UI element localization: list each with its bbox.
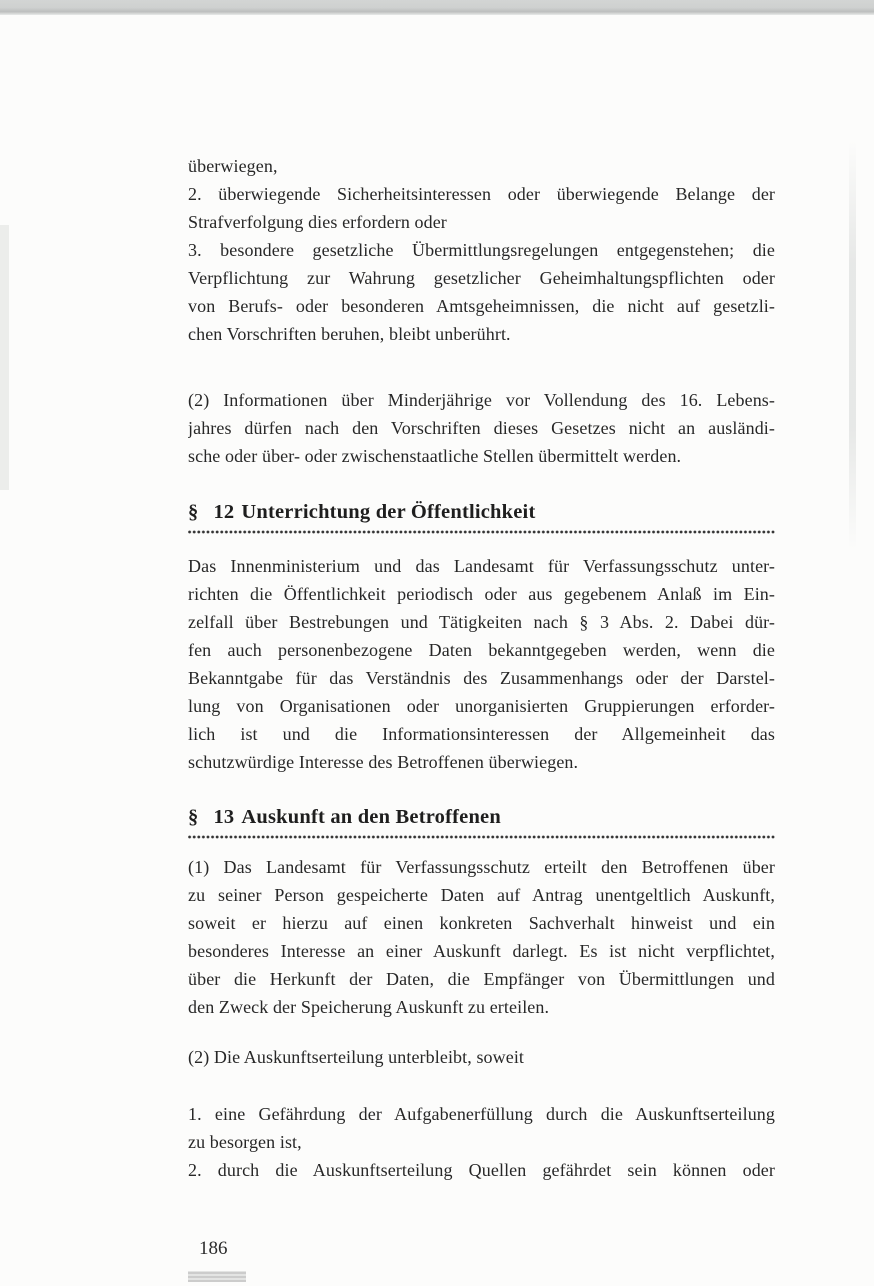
section-heading xyxy=(188,497,775,534)
scanner-edge-strip xyxy=(0,0,874,15)
section-number: 13 xyxy=(213,806,235,828)
text-line: Das Innenministerium und das Landesamt für Verfassungsschutz unter- xyxy=(188,556,775,576)
text-line: überwiegen, xyxy=(188,156,278,176)
scan-streak xyxy=(849,140,856,550)
text-line: zu besorgen ist, xyxy=(188,1132,302,1152)
text-line: schutzwürdige Interesse des Betroffenen überwiegen. xyxy=(188,752,579,772)
paragraph xyxy=(188,1100,775,1184)
section-mark: § xyxy=(188,501,199,523)
section-mark: § xyxy=(188,806,199,828)
text-line: 1. eine Gefährdung der Aufgabenerfüllung durch die Auskunftserteilung xyxy=(188,1104,775,1124)
text-line: den Zweck der Speicherung Auskunft zu erteilen. xyxy=(188,997,550,1017)
text-line: besonderes Interesse an einer Auskunft darlegt. Es ist nicht verpflichtet, xyxy=(188,941,775,961)
paragraph xyxy=(188,1043,775,1071)
section-title: Unterrichtung der Öffentlichkeit xyxy=(241,501,536,523)
text-line: sche oder über- oder zwischenstaatliche Stellen übermittelt werden. xyxy=(188,446,682,466)
page-number: 186 xyxy=(199,1238,228,1259)
text-line: (2) Die Auskunftserteilung unterbleibt, soweit xyxy=(188,1047,525,1067)
text-line: Verpflichtung zur Wahrung gesetzlicher Geheimhaltungspflichten oder xyxy=(188,268,775,288)
paragraph xyxy=(188,386,775,470)
text-line: (2) Informationen über Minderjährige vor Vollendung des 16. Lebens- xyxy=(188,390,775,410)
text-line: fen auch personenbezogene Daten bekanntgegeben werden, wenn die xyxy=(188,640,775,660)
text-line: zu seiner Person gespeicherte Daten auf Antrag unentgeltlich Auskunft, xyxy=(188,885,775,905)
halftone-artifact xyxy=(188,1271,246,1282)
scan-streak xyxy=(0,225,9,490)
text-line: chen Vorschriften beruhen, bleibt unberührt. xyxy=(188,324,511,344)
text-line: 2. durch die Auskunftserteilung Quellen gefährdet sein können oder xyxy=(188,1160,775,1180)
paragraph xyxy=(188,552,775,776)
text-line: Strafverfolgung dies erfordern oder xyxy=(188,212,447,232)
text-line: soweit er hierzu auf einen konkreten Sachverhalt hinweist und ein xyxy=(188,913,775,933)
section-number: 12 xyxy=(213,501,235,523)
section-title: Auskunft an den Betroffenen xyxy=(241,806,501,828)
text-line: über die Herkunft der Daten, die Empfänger von Übermittlungen und xyxy=(188,969,775,989)
paragraph xyxy=(188,853,775,1021)
text-line: (1) Das Landesamt für Verfassungsschutz erteilt den Betroffenen über xyxy=(188,857,775,877)
text-line: 3. besondere gesetzliche Übermittlungsregelungen entgegenstehen; die xyxy=(188,240,775,260)
text-line: jahres dürfen nach den Vorschriften dieses Gesetzes nicht an ausländi- xyxy=(188,418,775,438)
text-line: zelfall über Bestrebungen und Tätigkeiten nach § 3 Abs. 2. Dabei dür- xyxy=(188,612,775,632)
text-line: lich ist und die Informationsinteressen der Allgemeinheit das xyxy=(188,724,775,744)
text-line: Bekanntgabe für das Verständnis des Zusammenhangs oder der Darstel- xyxy=(188,668,775,688)
text-column xyxy=(188,152,775,1184)
paragraph xyxy=(188,152,775,348)
text-line: lung von Organisationen oder unorganisierten Gruppierungen erforder- xyxy=(188,696,775,716)
text-line: von Berufs- oder besonderen Amtsgeheimnissen, die nicht auf gesetzli- xyxy=(188,296,775,316)
text-line: richten die Öffentlichkeit periodisch oder aus gegebenem Anlaß im Ein- xyxy=(188,584,775,604)
section-heading xyxy=(188,802,775,839)
text-line: 2. überwiegende Sicherheitsinteressen oder überwiegende Belange der xyxy=(188,184,775,204)
